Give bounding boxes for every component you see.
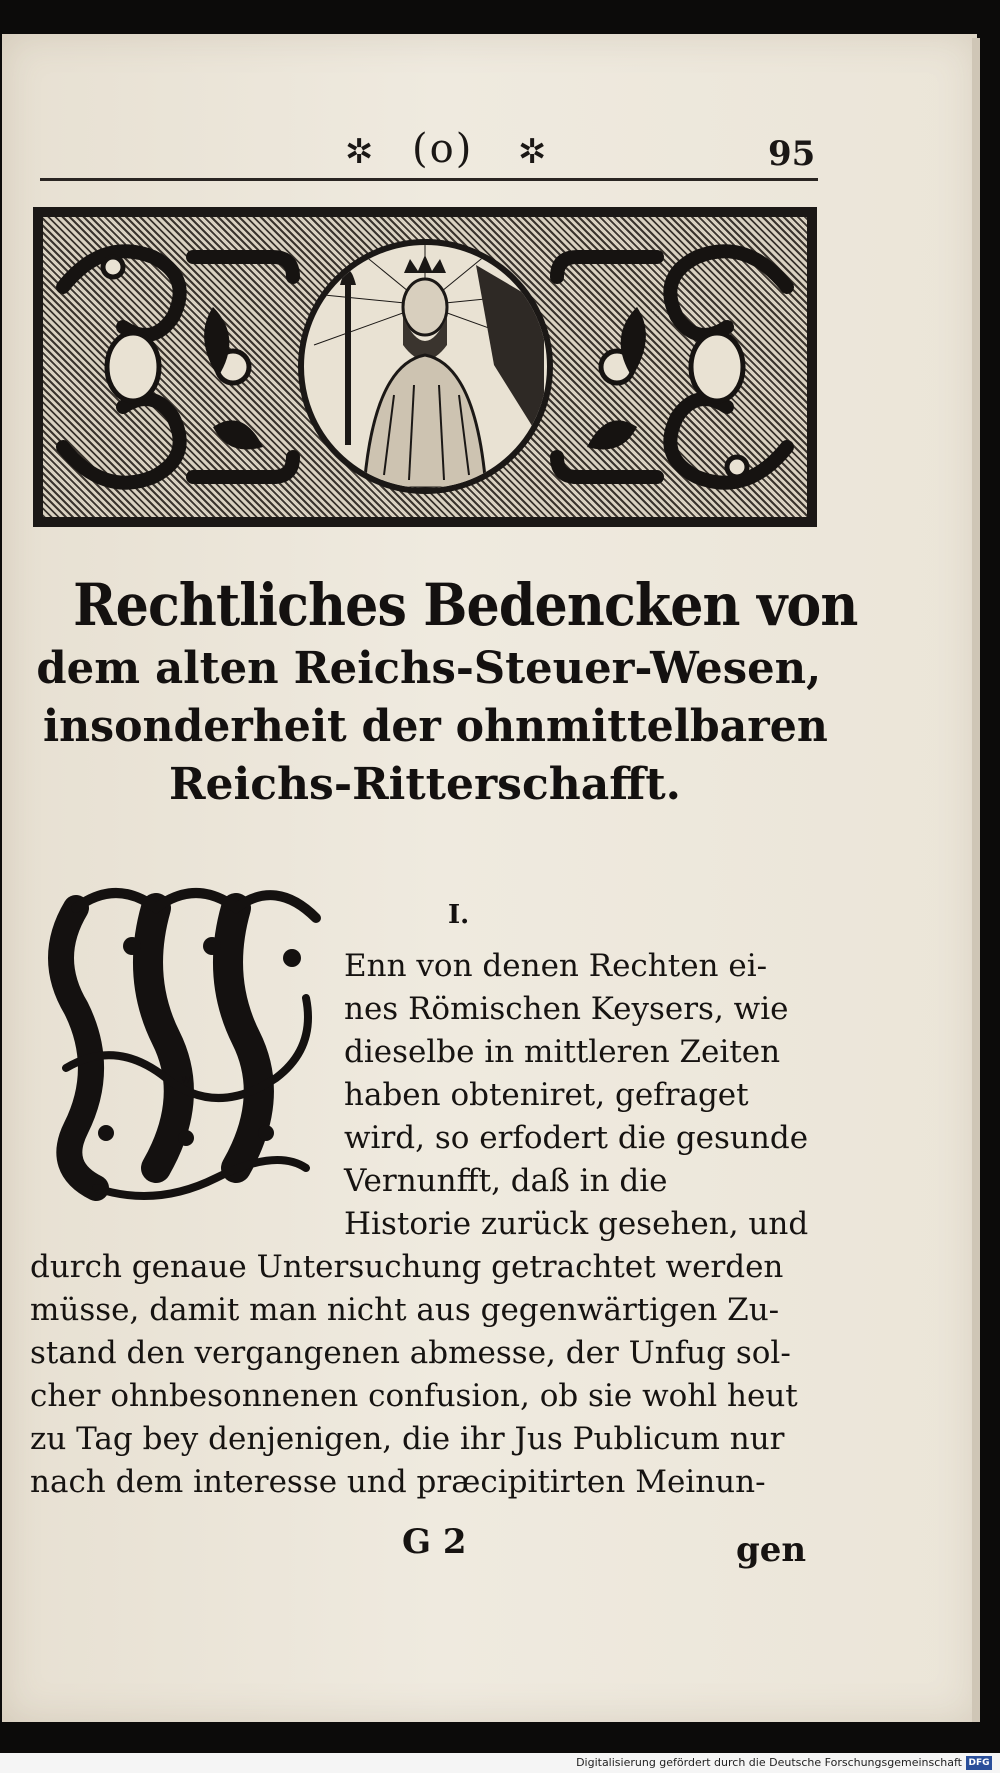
- body-line: haben obteniret, gefraget: [344, 1077, 749, 1113]
- body-line: Historie zurück gesehen, und: [344, 1206, 809, 1242]
- body-line: wird, so erfodert die gesunde: [344, 1120, 809, 1156]
- funding-credit: Digitalisierung gefördert durch die Deutsche Forschungsgemeinschaft: [576, 1756, 962, 1769]
- signature-mark: G 2: [402, 1522, 467, 1562]
- body-line: dieselbe in mittleren Zeiten: [344, 1034, 781, 1070]
- title-line-3: insonderheit der ohnmittelbaren: [42, 701, 828, 752]
- drop-cap-letter: W: [180, 1075, 192, 1086]
- body-line: durch genaue Untersuchung getrachtet werden: [30, 1249, 784, 1285]
- title-line-1: Rechtliches Bedencken von: [73, 571, 858, 639]
- body-line: Vernunfft, daß in die: [344, 1163, 668, 1199]
- crowned-figure-icon: [304, 245, 547, 488]
- running-head: [40, 120, 820, 180]
- asterism-star-icon: ✲: [345, 132, 374, 172]
- body-line: cher ohnbesonnenen confusion, ob sie wohl heut: [30, 1378, 798, 1414]
- section-number: I.: [448, 900, 470, 930]
- body-line: Enn von denen Rechten ei-: [344, 948, 768, 984]
- body-line: stand den vergangenen abmesse, der Unfug sol-: [30, 1335, 791, 1371]
- page-number: 95: [768, 134, 816, 174]
- body-line: nach dem interesse und præcipitirten Meinun-: [30, 1464, 766, 1500]
- head-rule-divider: [40, 178, 818, 181]
- woodcut-headpiece: [33, 207, 817, 527]
- body-line: nes Römischen Keysers, wie: [344, 991, 789, 1027]
- catchword: gen: [736, 1530, 807, 1570]
- body-line: müsse, damit man nicht aus gegenwärtigen Zu-: [30, 1292, 780, 1328]
- page-edge: [972, 38, 980, 1722]
- body-line: zu Tag bey denjenigen, die ihr Jus Publicum nur: [30, 1421, 785, 1457]
- running-head-marker: (o): [412, 126, 474, 172]
- ornamental-frame: [43, 217, 807, 517]
- dfg-logo: DFG: [966, 1756, 992, 1770]
- page-title: [30, 570, 858, 814]
- title-line-4: Reichs-Ritterschafft.: [168, 759, 681, 810]
- title-line-2: dem alten Reichs-Steuer-Wesen,: [36, 643, 822, 694]
- decorated-initial: [36, 868, 336, 1218]
- drop-cap-w-icon: [36, 868, 336, 1218]
- asterism-star-icon: ✲: [518, 132, 547, 172]
- saint-portrait-medallion: [298, 239, 553, 494]
